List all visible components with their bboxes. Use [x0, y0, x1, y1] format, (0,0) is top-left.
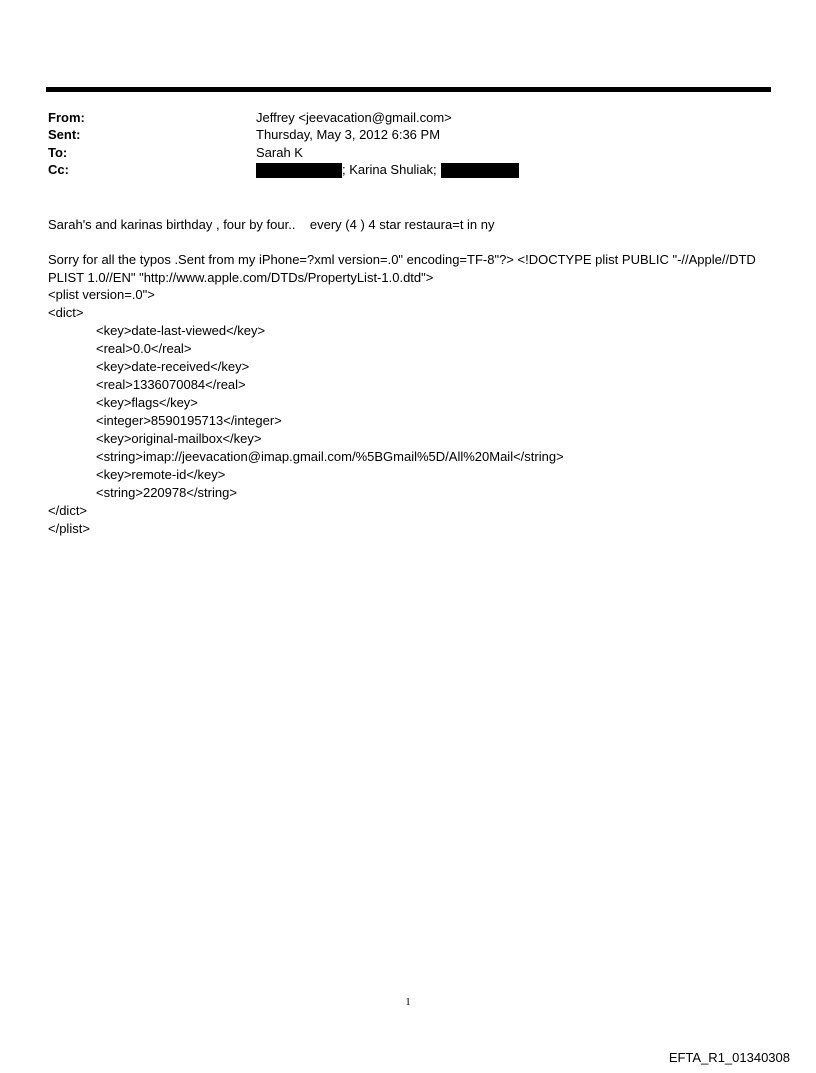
- body-line-birthday: Sarah's and karinas birthday , four by four.. every (4 ) 4 star restaura=t in ny: [48, 217, 495, 232]
- body-paragraph-typos: Sorry for all the typos .Sent from my iPhone=?xml version=.0" encoding=TF-8"?> <!DOCTYPE plist PUBLIC "-//Apple//DTD PLIST 1.0//EN" "http://www.apple.com/DTDs/PropertyList-1.0.dtd">: [48, 252, 756, 285]
- cc-label: Cc:: [48, 162, 69, 177]
- header-rule: [46, 87, 771, 92]
- redaction-block: [256, 163, 342, 178]
- dict-line: <integer>8590195713</integer>: [96, 413, 282, 428]
- dict-line: <string>220978</string>: [96, 485, 237, 500]
- dict-close: </dict>: [48, 503, 88, 518]
- dict-line: <string>imap://jeevacation@imap.gmail.com/%5BGmail%5D/All%20Mail</string>: [96, 449, 564, 464]
- dict-line: <key>original-mailbox</key>: [96, 431, 262, 446]
- sent-label: Sent:: [48, 127, 81, 142]
- dict-line: <key>remote-id</key>: [96, 467, 226, 482]
- to-value: Sarah K: [256, 145, 303, 160]
- dict-line: <key>flags</key>: [96, 395, 198, 410]
- page-number: 1: [405, 996, 411, 1008]
- from-label: From:: [48, 110, 85, 125]
- redaction-block: [441, 163, 519, 178]
- from-value: Jeffrey <jeevacation@gmail.com>: [256, 110, 452, 125]
- plist-close: </plist>: [48, 521, 90, 536]
- dict-open: <dict>: [48, 305, 84, 320]
- cc-value: [256, 162, 519, 178]
- cc-middle-text: ; Karina Shuliak;: [342, 162, 437, 177]
- dict-line: <key>date-received</key>: [96, 359, 250, 374]
- document-id: EFTA_R1_01340308: [668, 1050, 790, 1065]
- to-label: To:: [48, 145, 68, 160]
- dict-line: <real>1336070084</real>: [96, 377, 246, 392]
- dict-line: <real>0.0</real>: [96, 341, 192, 356]
- sent-value: Thursday, May 3, 2012 6:36 PM: [256, 127, 441, 142]
- dict-line: <key>date-last-viewed</key>: [96, 323, 266, 338]
- plist-open: <plist version=.0">: [48, 287, 155, 302]
